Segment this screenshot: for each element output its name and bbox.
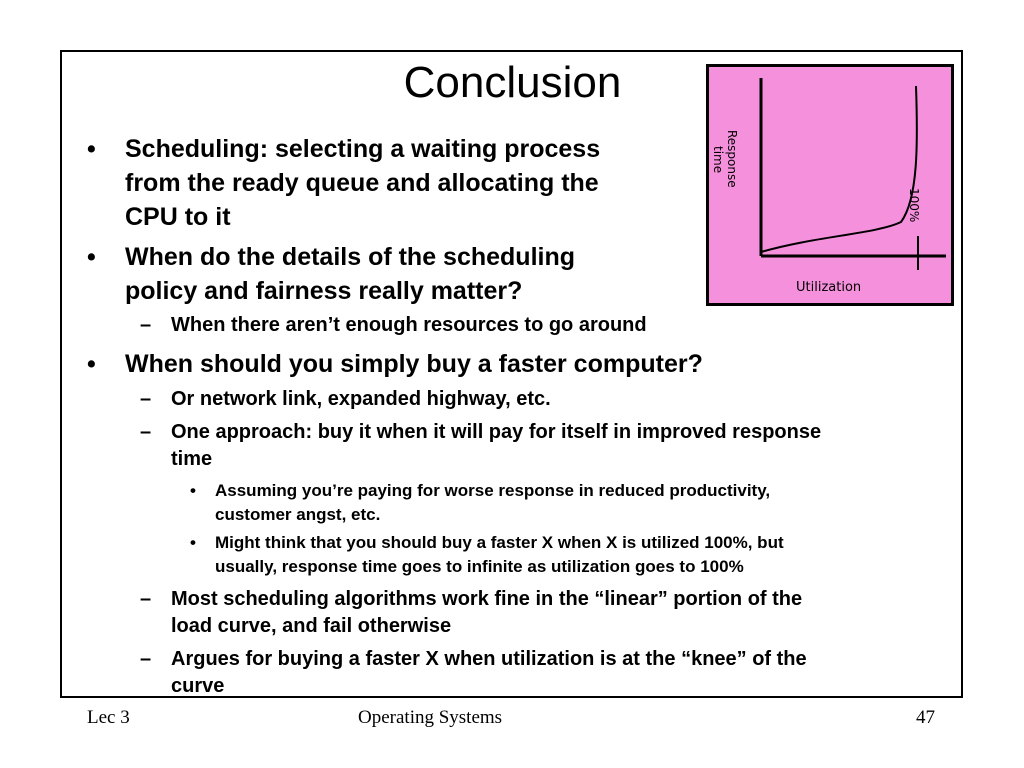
y-axis-label-line1: Response <box>725 130 739 188</box>
bullet2-sub1: When there aren’t enough resources to go around <box>171 314 647 336</box>
bullet2-line2: policy and fairness really matter? <box>125 277 523 305</box>
bullet3-sub4-line2: curve <box>171 675 225 697</box>
bullet2-line1: When do the details of the scheduling <box>125 243 576 271</box>
slide-title: Conclusion <box>403 58 622 107</box>
bullet3-sub3-line1: Most scheduling algorithms work fine in the “linear” portion of the <box>171 588 803 610</box>
sub-bullet-marker: – <box>140 314 152 336</box>
response-time-chart <box>706 64 954 306</box>
bullet3-line1: When should you simply buy a faster computer? <box>125 350 703 378</box>
bullet-marker: • <box>87 350 96 378</box>
bullet3-sub1: Or network link, expanded highway, etc. <box>171 388 551 410</box>
y-axis-label-line2: time <box>711 146 725 174</box>
sub-bullet-marker: – <box>140 588 152 610</box>
x-axis-label: Utilization <box>796 280 862 295</box>
bullet3-sub2-sub1-line2: customer angst, etc. <box>215 505 381 524</box>
sub-bullet-marker: – <box>140 388 152 410</box>
footer-page-number: 47 <box>916 707 935 728</box>
bullet3-sub2-line2: time <box>171 448 213 470</box>
footer-course: Operating Systems <box>358 707 503 728</box>
sub-bullet-marker: – <box>140 648 152 670</box>
chart-svg <box>706 64 954 306</box>
bullet3-sub2-sub1-line1: Assuming you’re paying for worse response in reduced productivity, <box>215 481 771 500</box>
bullet1-line2: from the ready queue and allocating the <box>125 169 599 197</box>
bullet3-sub2-sub2-line1: Might think that you should buy a faster X when X is utilized 100%, but <box>215 533 784 552</box>
bullet1-line3: CPU to it <box>125 203 231 231</box>
sub-sub-bullet-marker: • <box>190 481 196 500</box>
sub-sub-bullet-marker: • <box>190 533 196 552</box>
bullet3-sub4-line1: Argues for buying a faster X when utilization is at the “knee” of the <box>171 648 807 670</box>
footer-lecture: Lec 3 <box>87 707 130 728</box>
sub-bullet-marker: – <box>140 421 152 443</box>
bullet3-sub2-line1: One approach: buy it when it will pay for itself in improved response <box>171 421 822 443</box>
marker-100-label: 100% <box>907 188 921 223</box>
bullet-marker: • <box>87 135 96 163</box>
bullet1-line1: Scheduling: selecting a waiting process <box>125 135 601 163</box>
bullet-marker: • <box>87 243 96 271</box>
bullet3-sub2-sub2-line2: usually, response time goes to infinite as utilization goes to 100% <box>215 557 744 576</box>
bullet3-sub3-line2: load curve, and fail otherwise <box>171 615 452 637</box>
